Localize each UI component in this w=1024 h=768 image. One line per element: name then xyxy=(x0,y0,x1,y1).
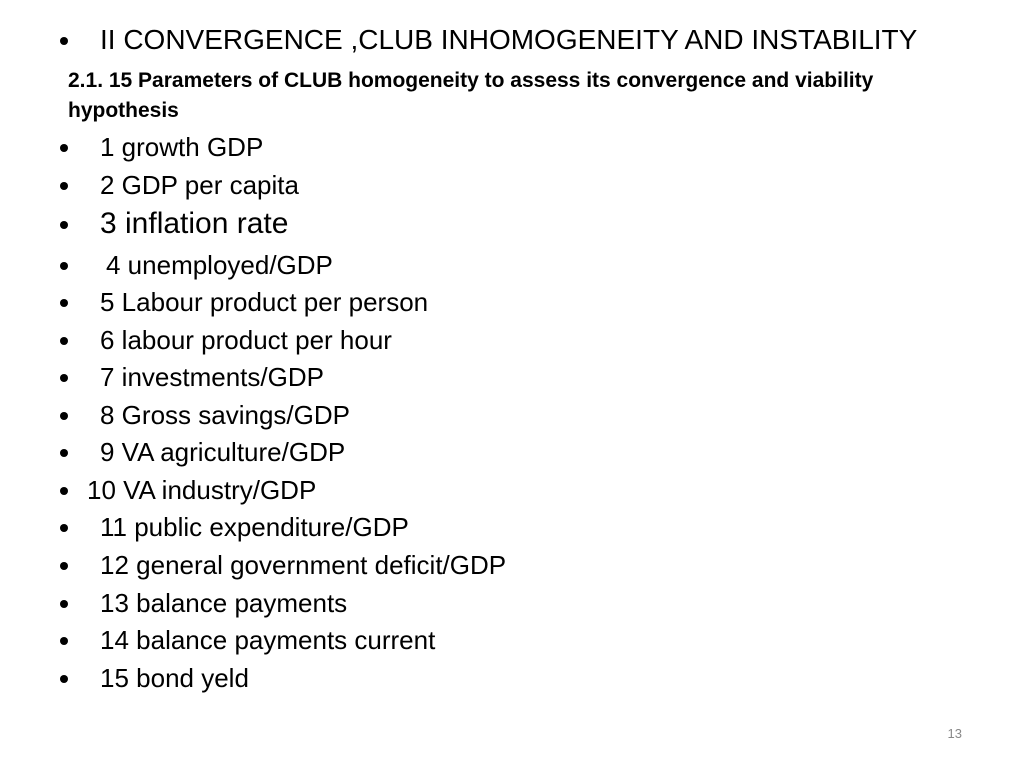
bullet-icon xyxy=(60,600,68,608)
title-row xyxy=(0,26,1024,56)
list-item-label: 13 balance payments xyxy=(100,588,348,618)
bullet-icon xyxy=(60,449,68,457)
list-item xyxy=(0,665,1024,693)
bullet-icon xyxy=(60,221,68,229)
list-item xyxy=(0,439,1024,467)
list-item-label: 15 bond yeld xyxy=(100,663,249,693)
list-item-label: 4 unemployed/GDP xyxy=(106,250,333,280)
list-item xyxy=(0,172,1024,200)
bullet-icon xyxy=(60,182,68,190)
list-item-label: 3 inflation rate xyxy=(100,207,289,240)
list-item-label: 5 Labour product per person xyxy=(100,287,429,317)
list-item-label: 8 Gross savings/GDP xyxy=(100,400,350,430)
list-item xyxy=(0,289,1024,317)
list-item xyxy=(0,627,1024,655)
list-item xyxy=(0,209,1024,241)
list-item-label: 9 VA agriculture/GDP xyxy=(100,437,346,467)
list-item-label: 6 labour product per hour xyxy=(100,325,392,355)
list-item xyxy=(0,552,1024,580)
list-item xyxy=(0,327,1024,355)
bullet-icon xyxy=(60,299,68,307)
bullet-icon xyxy=(60,37,68,45)
list-item-label: 7 investments/GDP xyxy=(100,362,324,392)
list-item xyxy=(0,134,1024,162)
list-item xyxy=(0,252,1024,280)
list-item xyxy=(0,477,1024,505)
list-item-label: 12 general government deficit/GDP xyxy=(100,550,507,580)
page-number: 13 xyxy=(947,726,962,741)
bullet-icon xyxy=(60,487,68,495)
list-item-label: 11 public expenditure/GDP xyxy=(100,512,409,542)
list-item-label: 14 balance payments current xyxy=(100,625,436,655)
bullet-icon xyxy=(60,144,68,152)
slide-title: II CONVERGENCE ,CLUB INHOMOGENEITY AND INSTABILITY xyxy=(100,24,918,55)
list-item xyxy=(0,514,1024,542)
list-item xyxy=(0,364,1024,392)
slide-subtitle: 2.1. 15 Parameters of CLUB homogeneity to assess its convergence and viability hypothesis xyxy=(68,69,874,122)
bullet-icon xyxy=(60,675,68,683)
list-item-label: 10 VA industry/GDP xyxy=(87,475,317,505)
list-item xyxy=(0,402,1024,430)
bullet-icon xyxy=(60,524,68,532)
bullet-icon xyxy=(60,374,68,382)
bullet-icon xyxy=(60,562,68,570)
bullet-icon xyxy=(60,337,68,345)
list-item xyxy=(0,590,1024,618)
bullet-icon xyxy=(60,262,68,270)
bullet-icon xyxy=(60,637,68,645)
bullet-icon xyxy=(60,412,68,420)
list-item-label: 2 GDP per capita xyxy=(100,170,299,200)
list-item-label: 1 growth GDP xyxy=(100,132,264,162)
